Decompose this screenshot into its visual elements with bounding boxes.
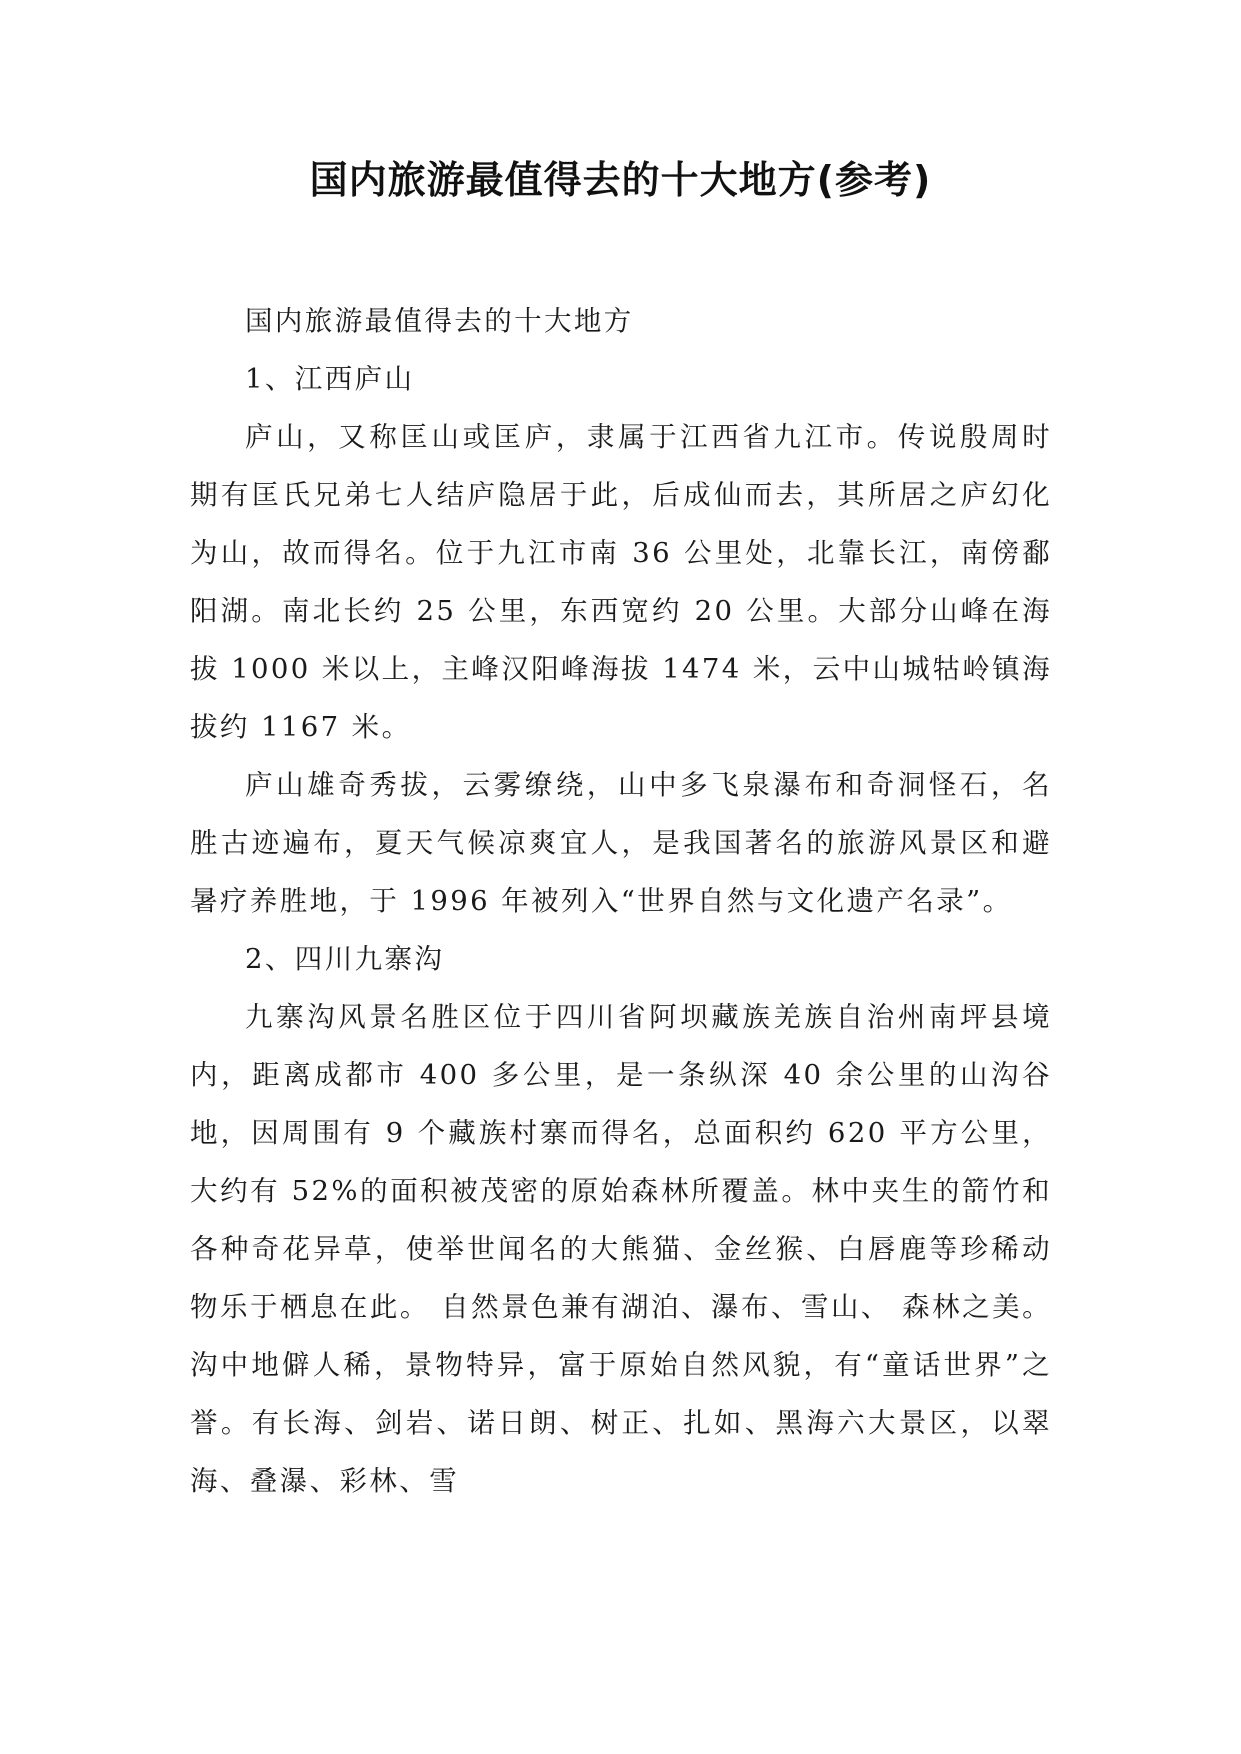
intro-heading: 国内旅游最值得去的十大地方: [245, 305, 634, 337]
section-heading-jiuzhaigou: 2、四川九寨沟: [245, 943, 445, 975]
document-body: [190, 292, 1052, 1510]
section-heading-lushan: 1、江西庐山: [245, 363, 415, 395]
paragraph-lushan-overview: 庐山，又称匡山或匡庐，隶属于江西省九江市。传说殷周时期有匡氏兄弟七人结庐隐居于此，后成仙而去，其所居之庐幻化为山，故而得名。位于九江市南 36 公里处，北靠长江，南傍鄱阳湖。南北长约 25 公里，东西宽约 20 公里。大部分山峰在海拔 1000 米以上，主峰汉阳峰海拔 1474 米，云中山城牯岭镇海拔约 1167 米。: [190, 421, 1052, 743]
document-title: 国内旅游最值得去的十大地方(参考): [309, 158, 932, 202]
paragraph-jiuzhaigou-overview: 九寨沟风景名胜区位于四川省阿坝藏族羌族自治州南坪县境内，距离成都市 400 多公里，是一条纵深 40 余公里的山沟谷地，因周围有 9 个藏族村寨而得名，总面积约 620 平方公里，大约有 52%的面积被茂密的原始森林所覆盖。林中夹生的箭竹和各种奇花异草，使举世闻名的大熊猫、金丝猴、白唇鹿等珍稀动物乐于栖息在此。 自然景色兼有湖泊、瀑布、雪山、 森林之美。沟中地僻人稀，景物特异，富于原始自然风貌，有“童话世界”之誉。有长海、剑岩、诺日朗、树正、扎如、黑海六大景区，以翠海、叠瀑、彩林、雪: [190, 1001, 1052, 1497]
paragraph-lushan-scenery: 庐山雄奇秀拔，云雾缭绕，山中多飞泉瀑布和奇洞怪石，名胜古迹遍布，夏天气候凉爽宜人，是我国著名的旅游风景区和避暑疗养胜地，于 1996 年被列入“世界自然与文化遗产名录”。: [190, 769, 1052, 917]
